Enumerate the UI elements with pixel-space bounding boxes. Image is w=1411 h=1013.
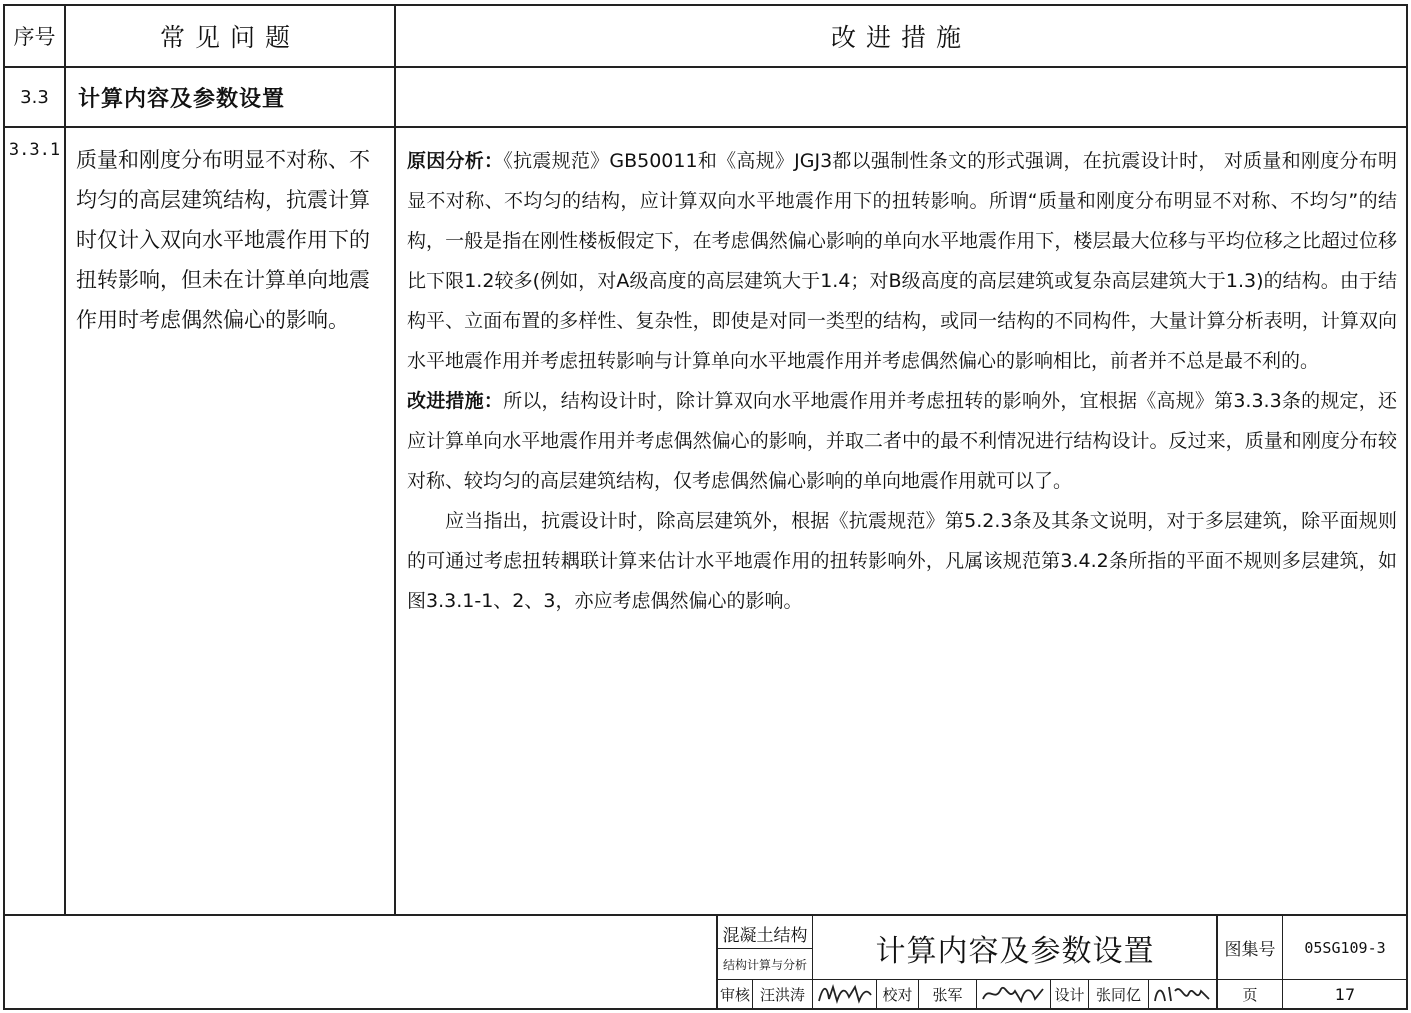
rule-sheet-bottom (3, 1008, 1408, 1010)
tb-atlas-label-cell (1218, 916, 1282, 979)
cause-label: 原因分析： (407, 150, 504, 172)
tb-atlas-label: 图集号 (1224, 940, 1276, 960)
tb-atlas-no: 05SG109-3 (1304, 938, 1386, 957)
tb-drawing-title: 计算内容及参数设置 (875, 933, 1155, 969)
checker-signature (977, 980, 1050, 1008)
cause-text: 《抗震规范》GB50011和《高规》JGJ3都以强制性条文的形式强调，在抗震设计时， 对质量和刚度分布明显不对称、不均匀的结构，应计算双向水平地震作用下的扭转影响。所谓“质量和刚度分布明显不对称、不均匀”的结构，一般是指在刚性楼板假定下，在考虑偶然偏心影响的单向水平地震作用下，楼层最大位移与平均位移之比超过位移比下限1.2较多(例如，对A级高度的高层建筑大于1.4；对B级高度的高层建筑或复杂高层建筑大于1.3)的结构。由于结构平、立面布置的多样性、复杂性，即使是对同一类型的结构，或同一结构的不同构件，大量计算分析表明，计算双向水平地震作用并考虑扭转影响与计算单向水平地震作用并考虑偶然偏心的影响相比，前者并不总是最不利的。 (407, 150, 1397, 372)
rule-section-bottom (3, 126, 1408, 128)
rule-col2 (394, 4, 396, 915)
designer-signature (1149, 980, 1216, 1008)
reviewer-signature (813, 980, 876, 1008)
design-label: 设计 (1054, 985, 1085, 1004)
section-title: 计算内容及参数设置 (78, 86, 286, 112)
header-no-cell (5, 6, 64, 66)
design-label-cell (1051, 980, 1088, 1008)
measure-label: 改进措施： (407, 390, 504, 412)
tb-category-bottom: 结构计算与分析 (722, 957, 807, 972)
header-issue-cell (66, 6, 394, 66)
page-label-cell (1218, 980, 1282, 1008)
page-no: 17 (1334, 984, 1356, 1004)
check-label: 校对 (882, 985, 913, 1004)
reviewer-name: 汪洪涛 (759, 985, 805, 1004)
designer-cell (1089, 980, 1148, 1008)
note-text: 应当指出，抗震设计时，除高层建筑外，根据《抗震规范》第5.2.3条及其条文说明，对于多层建筑，除平面规则的可通过考虑扭转耦联计算来估计水平地震作用的扭转影响外，凡属该规范第3.4.2条所指的平面不规则多层建筑，如图3.3.1-1、2、3，亦应考虑偶然偏心的影响。 (407, 510, 1397, 612)
checker-cell (919, 980, 976, 1008)
check-label-cell (877, 980, 918, 1008)
section-number-cell (5, 68, 64, 126)
measure-text: 所以，结构设计时，除计算双向水平地震作用并考虑扭转的影响外，宜根据《高规》第3.3.3条的规定，还应计算单向水平地震作用并考虑偶然偏心的影响，并取二者中的最不利情况进行结构设计。反过来，质量和刚度分布较对称、较均匀的高层建筑结构，仅考虑偶然偏心影响的单向地震作用就可以了。 (407, 390, 1397, 492)
tb-category-top-cell (718, 918, 812, 948)
section-number: 3.3 (20, 86, 49, 108)
designer-name: 张同亿 (1095, 985, 1141, 1004)
reviewer-cell (753, 980, 812, 1008)
note-paragraph (407, 501, 1397, 621)
tb-category-bottom-cell (718, 949, 812, 979)
item-measure-cell (407, 141, 1397, 621)
measure-paragraph (407, 381, 1397, 501)
review-label-cell (718, 980, 752, 1008)
header-issue-label: 常见问题 (159, 23, 300, 52)
header-no-label: 序号 (13, 25, 56, 49)
reviewer-signature-mark (815, 981, 875, 1007)
header-measure-cell (396, 6, 1406, 66)
item-issue-cell (76, 140, 382, 340)
designer-signature-mark (1151, 981, 1215, 1007)
review-label: 审核 (719, 985, 750, 1004)
checker-signature-mark (979, 981, 1049, 1007)
section-title-cell (78, 68, 388, 126)
rule-right (1406, 4, 1408, 1010)
checker-name: 张军 (932, 985, 963, 1004)
tb-atlas-right-rule (1282, 916, 1283, 1010)
page-label: 页 (1242, 985, 1258, 1004)
tb-category-top: 混凝土结构 (722, 925, 808, 946)
item-number-cell (5, 140, 64, 160)
tb-atlas-no-cell (1284, 916, 1406, 979)
cause-paragraph (407, 141, 1397, 381)
item-number: 3.3.1 (8, 140, 61, 160)
page-no-cell (1284, 980, 1406, 1008)
rule-col1 (64, 4, 66, 915)
header-measure-label: 改进措施 (830, 23, 971, 52)
item-issue-text: 质量和刚度分布明显不对称、不均匀的高层建筑结构，抗震计算时仅计入双向水平地震作用下的扭转影响，但未在计算单向地震作用时考虑偶然偏心的影响。 (76, 148, 370, 332)
tb-drawing-title-cell (814, 916, 1216, 979)
